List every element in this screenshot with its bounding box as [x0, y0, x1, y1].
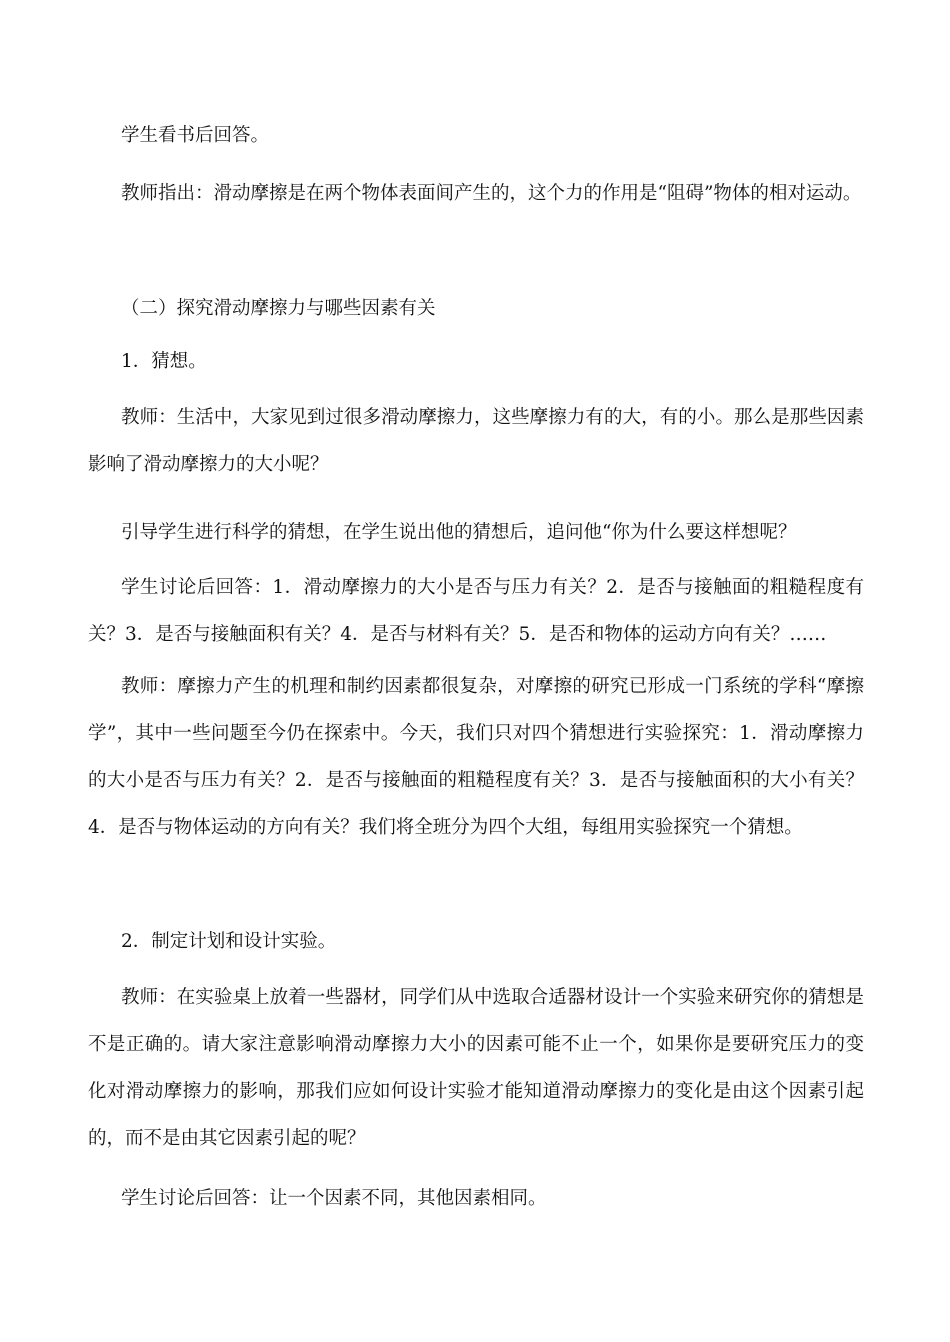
- section-heading-explore-factors: （二）探究滑动摩擦力与哪些因素有关: [121, 298, 436, 319]
- paragraph-student-answers: 学生讨论后回答：1．滑动摩擦力的大小是否与压力有关？2．是否与接触面的粗糙程度有关？3．是否与接触面积有关？4．是否与材料有关？5．是否和物体的运动方向有关？……: [88, 577, 864, 645]
- step-heading-plan-experiment: 2．制定计划和设计实验。: [121, 931, 337, 952]
- paragraph-teacher-tribology: 教师：摩擦力产生的机理和制约因素都很复杂，对摩擦的研究已形成一门系统的学科“摩擦学”，其中一些问题至今仍在探索中。今天，我们只对四个猜想进行实验探究：1．滑动摩擦力的大小是否与压力有关？2．是否与接触面的粗糙程度有关？3．是否与接触面积的大小有关？4．是否与物体运动的方向有关？我们将全班分为四个大组，每组用实验探究一个猜想。: [88, 676, 864, 838]
- step-heading-guess: 1．猜想。: [121, 351, 207, 372]
- paragraph-guide-students: 引导学生进行科学的猜想，在学生说出他的猜想后，追问他“你为什么要这样想呢？: [121, 522, 797, 543]
- paragraph-teacher-question: 教师：生活中，大家见到过很多滑动摩擦力，这些摩擦力有的大，有的小。那么是那些因素影响了滑动摩擦力的大小呢？: [88, 407, 864, 475]
- paragraph-teacher-points-out: 教师指出：滑动摩擦是在两个物体表面间产生的，这个力的作用是“阻碍”物体的相对运动。: [121, 183, 862, 204]
- paragraph-teacher-experiment-design: 教师：在实验桌上放着一些器材，同学们从中选取合适器材设计一个实验来研究你的猜想是不是正确的。请大家注意影响滑动摩擦力大小的因素可能不止一个，如果你是要研究压力的变化对滑动摩擦力的影响，那我们应如何设计实验才能知道滑动摩擦力的变化是由这个因素引起的，而不是由其它因素引起的呢？: [88, 987, 864, 1149]
- paragraph-student-conclusion: 学生讨论后回答：让一个因素不同，其他因素相同。: [121, 1188, 547, 1209]
- paragraph-student-reads: 学生看书后回答。: [121, 125, 270, 146]
